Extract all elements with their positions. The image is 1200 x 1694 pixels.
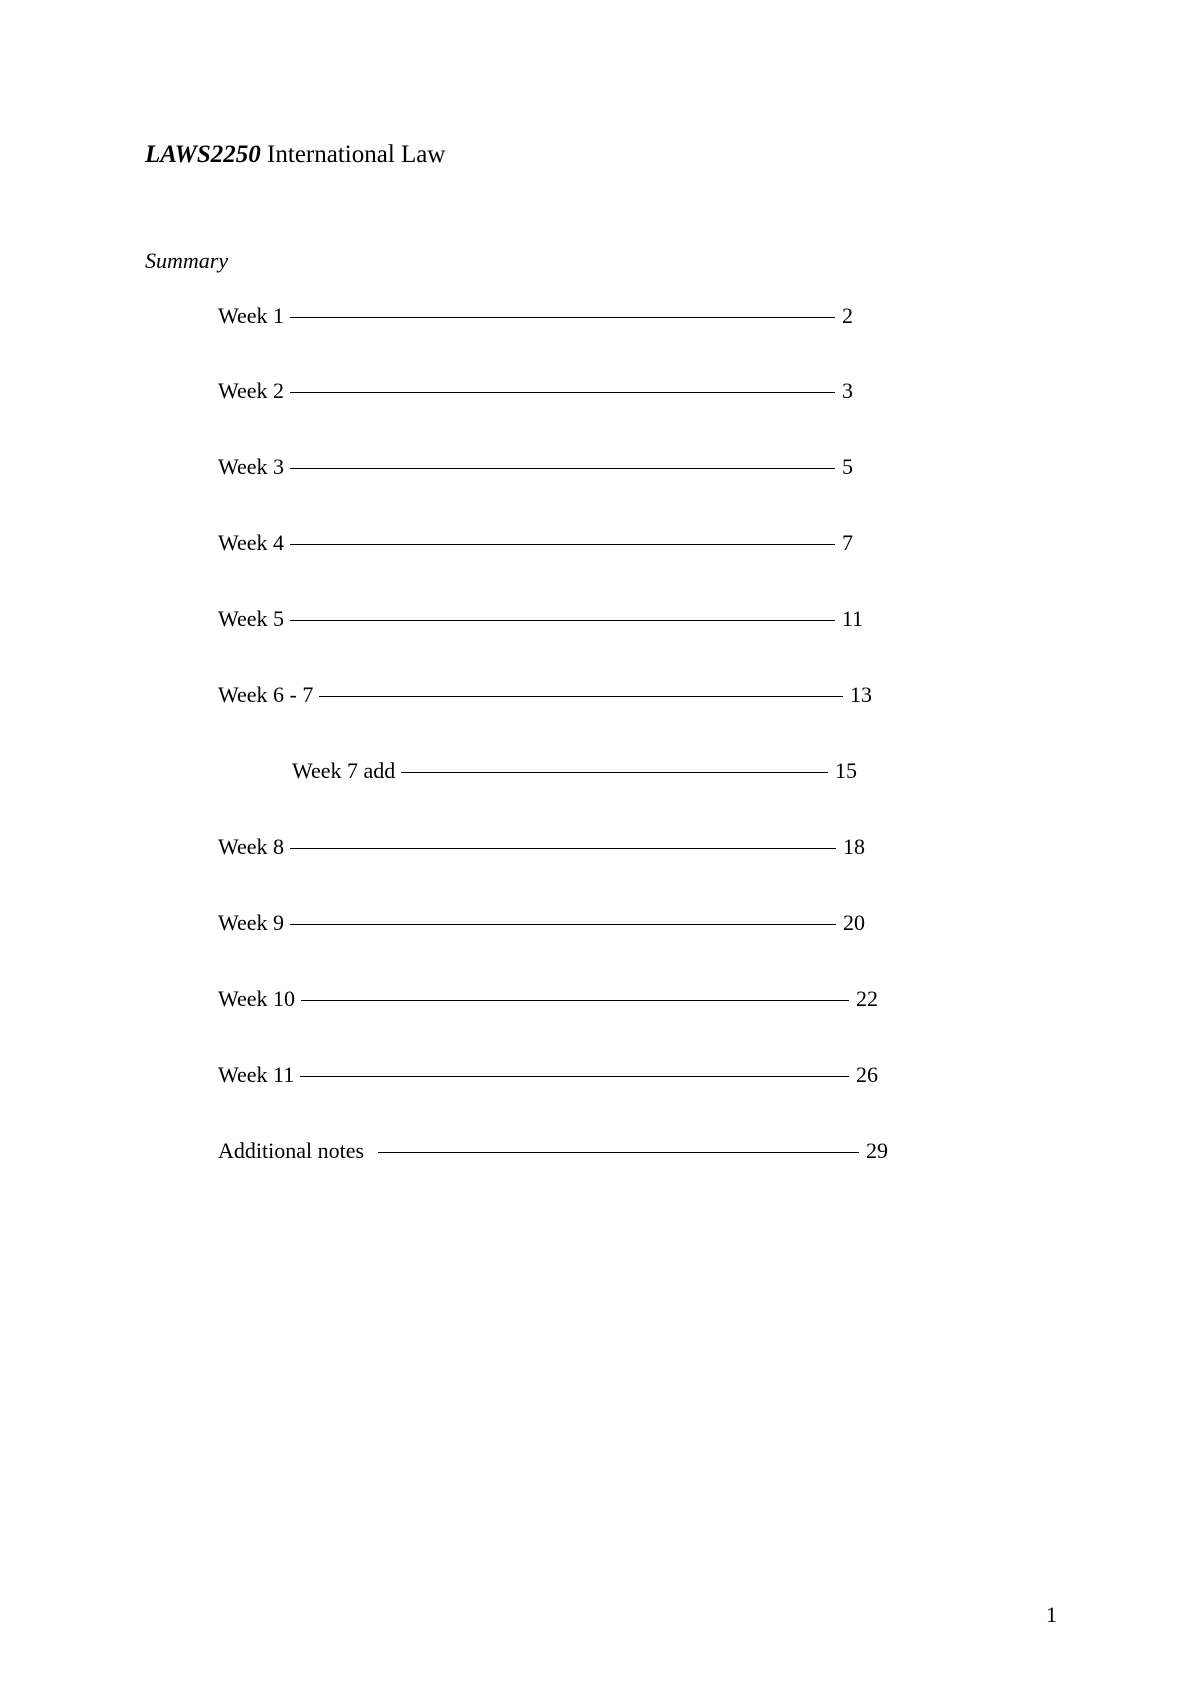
toc-entry-page: 7 xyxy=(842,530,853,555)
toc-entry-label: Week 11 xyxy=(218,1062,295,1087)
toc-entry-week-3[interactable] xyxy=(218,452,853,482)
toc-entry-week-4[interactable] xyxy=(218,528,853,558)
toc-entry-week-6-7[interactable] xyxy=(218,680,872,710)
summary-heading: Summary xyxy=(145,248,229,273)
course-code: LAWS2250 xyxy=(145,141,261,168)
toc-leader-line xyxy=(290,924,836,925)
toc-entry-week-5[interactable] xyxy=(218,604,863,634)
toc-leader-line xyxy=(319,696,843,697)
toc-entry-label: Week 7 add xyxy=(292,758,396,783)
toc-entry-page: 2 xyxy=(842,303,853,328)
toc-entry-week-1[interactable] xyxy=(218,301,853,331)
toc-entry-page: 5 xyxy=(842,454,853,479)
toc-entry-page: 11 xyxy=(841,606,863,631)
toc-entry-page: 22 xyxy=(856,986,878,1011)
toc-entry-week-8[interactable] xyxy=(218,832,865,862)
toc-leader-line xyxy=(290,544,835,545)
toc-entry-label: Week 2 xyxy=(218,378,285,403)
toc-leader-line xyxy=(290,392,835,393)
toc-entry-label: Week 9 xyxy=(218,910,285,935)
toc-entry-page: 18 xyxy=(843,834,865,859)
toc-entry-week-7-add[interactable] xyxy=(292,756,857,786)
toc-entry-label: Week 8 xyxy=(218,834,285,859)
toc-entry-page: 26 xyxy=(856,1062,878,1087)
toc-entry-week-11[interactable] xyxy=(218,1060,878,1090)
page-number: 1 xyxy=(1046,1602,1057,1627)
toc-leader-line xyxy=(290,468,835,469)
toc-entry-page: 20 xyxy=(843,910,865,935)
toc-entry-week-9[interactable] xyxy=(218,908,865,938)
toc-leader-line xyxy=(301,1000,849,1001)
course-name: International Law xyxy=(267,141,446,168)
toc-leader-line xyxy=(401,772,828,773)
toc-leader-line xyxy=(300,1076,849,1077)
toc-entry-page: 29 xyxy=(866,1138,888,1163)
document-title xyxy=(145,142,445,167)
toc-entry-page: 13 xyxy=(850,682,872,707)
toc-entry-label: Week 6 - 7 xyxy=(218,682,314,707)
toc-entry-week-2[interactable] xyxy=(218,376,853,406)
toc-entry-label: Week 3 xyxy=(218,454,285,479)
toc-entry-page: 3 xyxy=(842,378,853,403)
toc-leader-line xyxy=(378,1152,859,1153)
toc-entry-page: 15 xyxy=(835,758,857,783)
toc-entry-label: Week 5 xyxy=(218,606,285,631)
toc-entry-week-10[interactable] xyxy=(218,984,878,1014)
toc-entry-additional-notes[interactable] xyxy=(218,1136,888,1166)
toc-leader-line xyxy=(290,317,835,318)
toc-entry-label: Week 1 xyxy=(218,303,285,328)
toc-entry-label: Additional notes xyxy=(218,1138,365,1163)
toc-leader-line xyxy=(290,620,835,621)
toc-entry-label: Week 4 xyxy=(218,530,285,555)
toc-entry-label: Week 10 xyxy=(218,986,296,1011)
toc-leader-line xyxy=(290,848,836,849)
